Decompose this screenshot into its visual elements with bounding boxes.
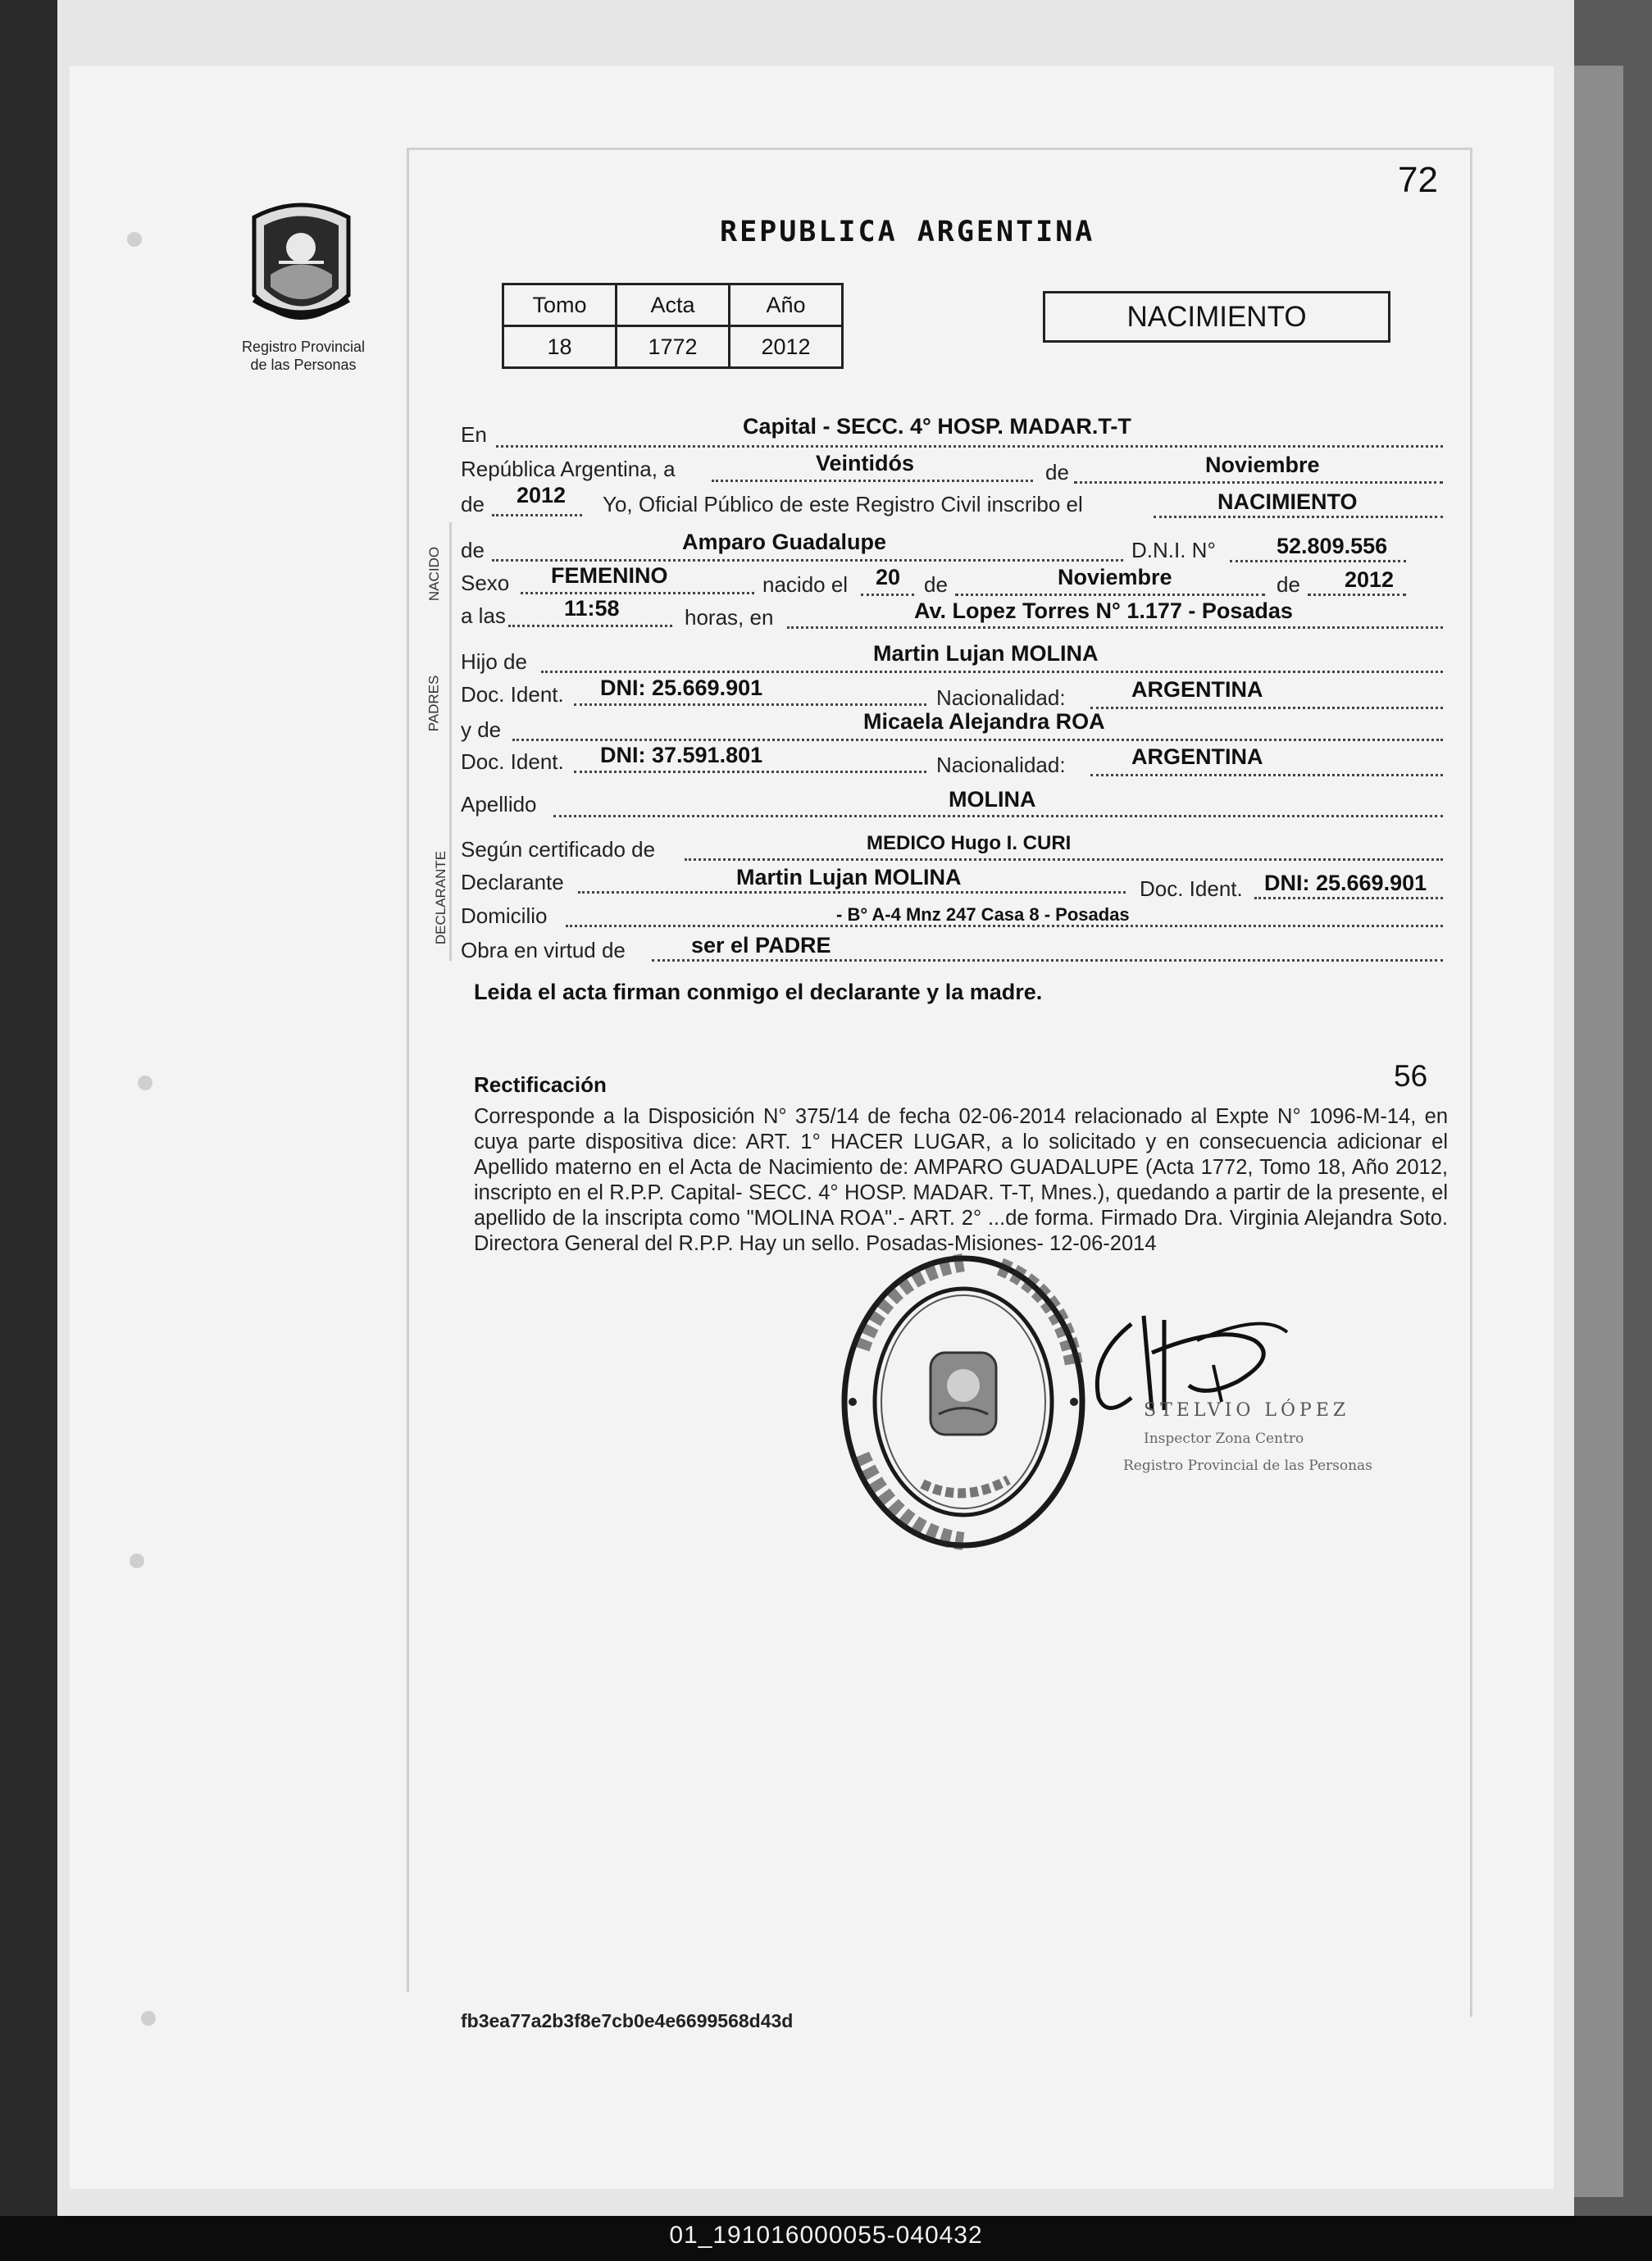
side-label-declarante: DECLARANTE — [433, 850, 449, 945]
label-en: En — [461, 422, 487, 447]
dotted-line — [1154, 516, 1443, 518]
provincial-seal-logo — [246, 197, 357, 332]
value-hora: 11:58 — [564, 596, 620, 621]
registry-table-header-row — [503, 284, 843, 326]
registry-label — [213, 338, 394, 374]
rectificacion-page-number: 56 — [1394, 1059, 1428, 1093]
value-sexo: FEMENINO — [551, 563, 668, 588]
registry-label-line1: Registro Provincial — [241, 339, 366, 355]
act-type-box: NACIMIENTO — [1043, 291, 1390, 343]
label-yo-oficial: Yo, Oficial Público de este Registro Civil inscribo el — [603, 492, 1083, 516]
page-stack-edge — [1574, 66, 1623, 2197]
value-padre-nac: ARGENTINA — [1131, 677, 1263, 702]
side-label-nacido: NACIDO — [426, 546, 443, 602]
label-a-las: a las — [461, 603, 506, 628]
label-doc-ident-1: Doc. Ident. — [461, 682, 564, 707]
label-hijo-de: Hijo de — [461, 649, 527, 674]
dotted-line — [492, 559, 1123, 562]
rectificacion-body: Corresponde a la Disposición N° 375/14 de fecha 02-06-2014 relacionado al Expte N° 1096-M-14, en cuya parte dispositiva dice: ART. 1° HACER LUGAR, a lo solicitado y en consecuencia adicionar el Apellido materno en el Acta de Nacimiento de: AMPARO GUADALUPE (Acta 1772, Tomo 18, Año 2012, inscripto en el R.P.P. Capital- SECC. 4° HOSP. MADAR. T-T, Mnes.), quedando a partir de la presente, el apellido de la inscripta como "MOLINA ROA".- ART. 2° ...de forma. Firmado Dra. Virginia Alejandra Soto. Directora General del R.P.P. Hay un sello. Posadas-Misiones- 12-06-2014 — [474, 1105, 1448, 1255]
dotted-line — [861, 594, 914, 596]
dotted-line — [712, 480, 1033, 482]
label-dni: D.N.I. N° — [1131, 538, 1216, 562]
label-de-5: de — [1277, 572, 1300, 597]
page-number: 72 — [1398, 160, 1438, 200]
document-hash: fb3ea77a2b3f8e7cb0e4e6699568d43d — [461, 2010, 794, 2031]
binder-edge-left — [0, 0, 66, 2261]
dotted-line — [496, 445, 1443, 448]
label-y-de: y de — [461, 717, 502, 742]
label-domicilio: Domicilio — [461, 903, 548, 928]
value-padre: Martin Lujan MOLINA — [873, 641, 1099, 666]
dotted-line — [508, 625, 672, 627]
anio-value: 2012 — [730, 326, 843, 368]
label-de-4: de — [924, 572, 948, 597]
value-anio-nac: 2012 — [1345, 567, 1395, 592]
label-horas-en: horas, en — [685, 605, 774, 630]
dotted-line — [492, 514, 582, 516]
dotted-line — [541, 671, 1443, 673]
value-mes-nac: Noviembre — [1058, 565, 1172, 589]
dotted-line — [1308, 594, 1406, 596]
value-lugar-nac: Av. Lopez Torres N° 1.177 - Posadas — [914, 598, 1293, 623]
dotted-line — [578, 891, 1126, 894]
value-madre-nac: ARGENTINA — [1131, 744, 1263, 769]
value-nombre: Amparo Guadalupe — [682, 530, 887, 554]
label-nacionalidad-1: Nacionalidad: — [936, 685, 1066, 710]
dotted-line — [1090, 707, 1443, 709]
label-doc-ident-3: Doc. Ident. — [1140, 876, 1243, 901]
form-top-border — [407, 148, 1472, 150]
value-madre-doc: DNI: 37.591.801 — [600, 743, 763, 767]
label-nacido-el: nacido el — [762, 572, 849, 597]
registry-table-value-row — [503, 326, 843, 368]
signatory-organization: Registro Provincial de las Personas — [1123, 1458, 1372, 1474]
label-apellido: Apellido — [461, 792, 537, 817]
value-dni: 52.809.556 — [1277, 534, 1388, 558]
value-anio: 2012 — [517, 483, 567, 507]
label-segun-certificado: Según certificado de — [461, 837, 656, 862]
value-dia: Veintidós — [816, 451, 915, 475]
tomo-value: 18 — [503, 326, 617, 368]
value-obra: ser el PADRE — [691, 933, 831, 958]
value-madre: Micaela Alejandra ROA — [863, 709, 1105, 734]
dotted-line — [1230, 560, 1406, 562]
label-de-3: de — [461, 538, 485, 562]
label-de-2: de — [461, 492, 485, 516]
dotted-line — [685, 858, 1443, 861]
dotted-line — [574, 703, 926, 706]
dotted-line — [1074, 481, 1443, 484]
value-dia-nac: 20 — [876, 565, 901, 589]
footer-file-id: 01_191016000055-040432 — [669, 2222, 983, 2249]
registry-label-line2: de las Personas — [250, 357, 357, 373]
label-obra-en-virtud: Obra en virtud de — [461, 938, 626, 962]
label-sexo: Sexo — [461, 571, 510, 595]
dotted-line — [521, 592, 754, 594]
punch-hole — [141, 2011, 156, 2026]
side-label-padres: PADRES — [426, 675, 442, 732]
value-declarante: Martin Lujan MOLINA — [736, 865, 962, 889]
signatory-name: STELVIO LÓPEZ — [1144, 1400, 1350, 1421]
closing-statement: Leida el acta firman conmigo el declarante y la madre. — [474, 980, 1043, 1004]
anio-header: Año — [730, 284, 843, 326]
section-divider — [449, 522, 452, 961]
dotted-line — [574, 771, 926, 773]
value-domicilio: - B° A-4 Mnz 247 Casa 8 - Posadas — [836, 904, 1130, 925]
value-certificado: MEDICO Hugo I. CURI — [867, 832, 1072, 854]
label-declarante: Declarante — [461, 870, 564, 894]
label-nacionalidad-2: Nacionalidad: — [936, 753, 1066, 777]
dotted-line — [652, 959, 1443, 962]
dotted-line — [787, 626, 1443, 629]
label-republica-a: República Argentina, a — [461, 457, 676, 481]
value-padre-doc: DNI: 25.669.901 — [600, 676, 763, 700]
value-declarante-doc: DNI: 25.669.901 — [1264, 871, 1427, 895]
registry-table — [502, 283, 844, 369]
dotted-line — [1254, 897, 1443, 899]
label-doc-ident-2: Doc. Ident. — [461, 749, 564, 774]
dotted-line — [512, 739, 1443, 741]
dotted-line — [1090, 774, 1443, 776]
acta-header: Acta — [617, 284, 730, 326]
form-left-border — [407, 148, 409, 1992]
dotted-line — [955, 594, 1265, 596]
value-mes: Noviembre — [1205, 453, 1320, 477]
signatory-title: Inspector Zona Centro — [1144, 1431, 1304, 1447]
official-stamp — [836, 1250, 1090, 1554]
form-right-border — [1470, 148, 1472, 2017]
punch-hole — [127, 232, 142, 247]
label-de-1: de — [1045, 460, 1069, 484]
punch-hole — [130, 1554, 144, 1568]
rectificacion-title: Rectificación — [474, 1072, 607, 1097]
acta-value: 1772 — [617, 326, 730, 368]
value-lugar: Capital - SECC. 4° HOSP. MADAR.T-T — [743, 414, 1131, 439]
punch-hole — [138, 1076, 152, 1090]
value-acto: NACIMIENTO — [1217, 489, 1358, 514]
country-heading: REPUBLICA ARGENTINA — [720, 216, 1095, 248]
tomo-header: Tomo — [503, 284, 617, 326]
value-apellido: MOLINA — [949, 787, 1036, 812]
dotted-line — [553, 815, 1443, 817]
